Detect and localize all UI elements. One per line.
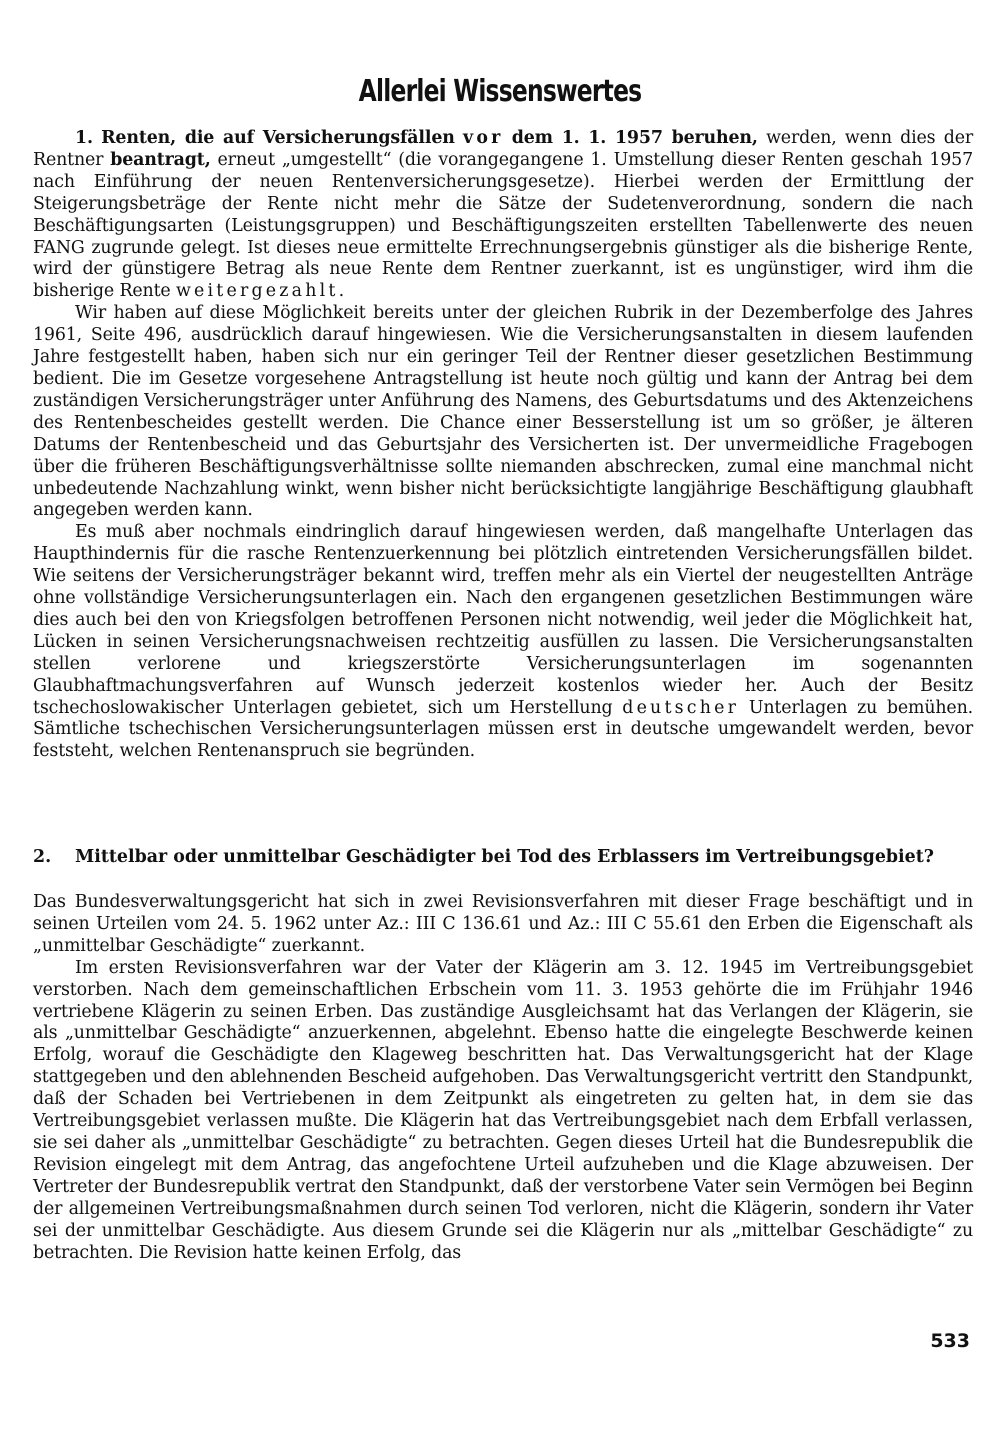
section-1-lead-b: dem 1. 1. 1957 beruhen,: [511, 128, 758, 148]
section-2-heading: [33, 847, 973, 869]
section-1-lead-a: Renten, die auf Versicherungsfällen: [101, 128, 455, 148]
section-1-paragraph-1: [33, 128, 973, 303]
section-1-number: 1.: [75, 128, 93, 148]
section-2-number: 2.: [33, 847, 52, 867]
section-1-paragraph-2: Wir haben auf diese Möglichkeit bereits unter der gleichen Rubrik in der Dezemberfolge des Jahres 1961, Seite 496, ausdrücklich darauf hingewiesen. Wie die Versicherungsanstalten in diesem laufenden Jahre festgestellt haben, haben sich nur ein geringer Teil der Rentner dieser gesetzlichen Bestimmung bedient. Die im Gesetze vorgesehene Antragstellung ist heute noch gültig und kann der Antrag bei dem zuständigen Versicherungsträger unter Anführung des Namens, des Geburtsdatums und des Aktenzeichens des Rentenbescheides gestellt werden. Die Chance einer Besserstellung ist um so größer, je älteren Datums der Rentenbescheid und das Geburtsjahr des Versicherten ist. Der unvermeidliche Fragebogen über die früheren Beschäftigungsverhältnisse sollte niemanden abschrecken, zumal eine manchmal nicht unbedeutende Nachzahlung winkt, wenn bisher nicht berücksichtigte langjährige Beschäftigung glaubhaft angegeben werden kann.: [33, 303, 973, 521]
section-1: [33, 128, 973, 763]
section-1-p3-spaced: deutscher: [622, 697, 740, 718]
section-2-paragraph-2: Im ersten Revisionsverfahren war der Vater der Klägerin am 3. 12. 1945 im Vertreibungsgebiet verstorben. Nach dem gemeinschaftlichen Erbschein vom 11. 3. 1953 gehörte die im Frühjahr 1946 vertriebene Klägerin zu seinen Erben. Das zuständige Ausgleichsamt hat das Verlangen der Klägerin, sie als „unmittelbar Geschädigte“ anzuerkennen, abgelehnt. Ebenso hatte die eingelegte Beschwerde keinen Erfolg, worauf die Geschädigte den Klageweg beschritten hat. Das Verwaltungsgericht hat der Klage stattgegeben und den ablehnenden Bescheid aufgehoben. Das Verwaltungsgericht vertritt den Standpunkt, daß der Schaden bei Vertriebenen in dem Zeitpunkt als eingetreten zu gelten hat, in dem sie das Vertreibungsgebiet verlassen mußte. Die Klägerin hat das Vertreibungsgebiet nach dem Erbfall verlassen, sie sei daher als „unmittelbar Geschädigte“ zu betrachten. Gegen dieses Urteil hat die Bundesrepublik die Revision eingelegt mit dem Antrag, das angefochtene Urteil aufzuheben und die Klage abzuweisen. Der Vertreter der Bundesrepublik vertrat den Standpunkt, daß der verstorbene Vater sein Vermögen bei Beginn der allgemeinen Vertreibungsmaßnahmen durch seinen Tod verloren, nicht die Klägerin, sondern ihr Vater sei der unmittelbar Geschädigte. Aus diesem Grunde sei die Klägerin nur als „mittelbar Geschädigte“ zu betrachten. Die Revision hatte keinen Erfolg, das: [33, 957, 973, 1263]
section-2-paragraph-1: Das Bundesverwaltungsgericht hat sich in zwei Revisionsverfahren mit dieser Frage beschäftigt und in seinen Urteilen vom 24. 5. 1962 unter Az.: III C 136.61 und Az.: III C 55.61 den Erben die Eigenschaft als „unmittelbar Geschädigte“ zuerkannt.: [33, 892, 973, 956]
section-1-lead-spaced: vor: [463, 128, 504, 148]
section-1-spaced-end: weitergezahlt.: [175, 281, 348, 302]
section-2-heading-text: Mittelbar oder unmittelbar Geschädigter bei Tod des Erblassers im Vertreibungsgebiet?: [75, 847, 934, 867]
page-number: 533: [930, 1330, 970, 1352]
section-1-paragraph-3: [33, 522, 973, 763]
section-1-text-a: werden, wenn dies der Rentner: [33, 128, 974, 170]
page-title: Allerlei Wissenswertes: [358, 74, 642, 109]
section-1-lead-c: beantragt,: [110, 149, 211, 170]
section-2: [33, 892, 973, 1264]
section-1-text-b: erneut „umgestellt“ (die vorangegangene 1. Umstellung dieser Renten geschah 1957 nach Einführung der neuen Rentenversicherungsgesetze). Hierbei werden der Ermittlung der Steigerungsbeträge der Rente nicht mehr die Sätze der Sudetenverordnung, sondern die nach Beschäftigungsarten (Leistungsgruppen) und Beschäftigungszeiten erstellten Tabellenwerte des neuen FANG zugrunde gelegt. Ist dieses neue ermittelte Errechnungsergebnis günstiger als die bisherige Rente, wird der günstigere Betrag als neue Rente dem Rentner zuerkannt, ist es ungünstiger, wird ihm die bisherige Rente: [33, 149, 973, 302]
section-1-p3-b: Unterlagen zu bemühen. Sämtliche tschechischen Versicherungsunterlagen müssen erst in deutsche umgewandelt werden, bevor feststeht, welchen Rentenanspruch sie begründen.: [33, 697, 973, 762]
section-1-p3-a: Es muß aber nochmals eindringlich darauf hingewiesen werden, daß mangelhafte Unterlagen das Haupthindernis für die rasche Rentenzuerkennung bei plötzlich eintretenden Versicherungsfällen bildet. Wie seitens der Versicherungsträger bekannt wird, treffen mehr als ein Viertel der neugestellten Anträge ohne vollständige Versicherungsunterlagen ein. Nach den ergangenen gesetzlichen Bestimmungen wäre dies auch bei den von Kriegsfolgen betroffenen Personen nicht notwendig, weil jeder die Möglichkeit hat, Lücken in seinen Versicherungsnachweisen rechtzeitig ausfüllen zu lassen. Die Versicherungsanstalten stellen verlorene und kriegszerstörte Versicherungsunterlagen im sogenannten Glaubhaftmachungsverfahren auf Wunsch jederzeit kostenlos wieder her. Auch der Besitz tschechoslowakischer Unterlagen gebietet, sich um Herstellung: [33, 522, 973, 718]
